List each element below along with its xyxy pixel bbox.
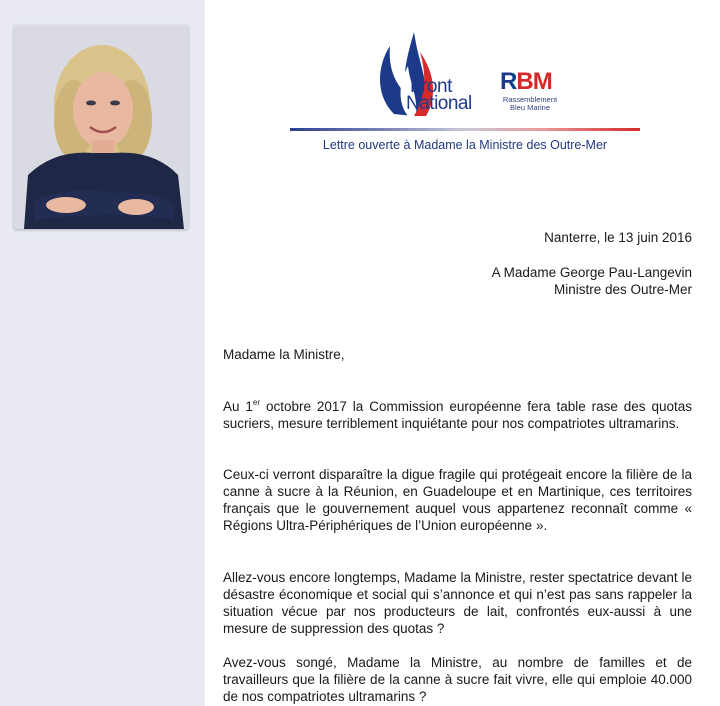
- rbm-letter-b: B: [516, 68, 533, 95]
- paragraph-2: Ceux-ci verront disparaître la digue fragile qui protégeait encore la filière de la canne à sucre à la Réunion, en Guadeloupe et en Martinique, ces territoires français que le gouvernement auquel vous appartenez reconnaît comme « Régions Ultra-Périphériques de l’Union européenne ».: [223, 467, 692, 533]
- rbm-sub-line2: Bleu Marine: [509, 103, 551, 112]
- paragraph-4: Avez-vous songé, Madame la Ministre, au nombre de familles et de travailleurs que la filière de la canne à sucre fait vivre, elle qui emploie 40.000 de nos compatriotes ultramarins ?: [223, 655, 692, 704]
- rbm-sub-line1: Rassemblement: [502, 95, 558, 104]
- front-national-wordmark: [406, 78, 472, 112]
- rbm-logo: [500, 68, 552, 96]
- portrait-image: [14, 25, 188, 229]
- letter-subtitle: Lettre ouverte à Madame la Ministre des Outre-Mer: [322, 138, 608, 152]
- portrait-photo: [14, 25, 188, 229]
- fn-line2: National: [406, 93, 472, 114]
- p1-rest: octobre 2017 la Commission européenne fera table rase des quotas sucriers, mesure terriblement inquiétante pour nos compatriotes ultramarins.: [223, 399, 692, 431]
- paragraph-3: Allez-vous encore longtemps, Madame la Ministre, rester spectatrice devant le désastre économique et social qui s’annonce et qui n’est pas sans rappeler la situation vécue par nos producteurs de lait, confrontés eux-aussi à une mesure de suppression des quotas ?: [223, 570, 692, 636]
- rbm-letter-m: M: [532, 68, 552, 95]
- letter-date: Nanterre, le 13 juin 2016: [544, 230, 692, 245]
- fn-line1: Front: [410, 76, 452, 97]
- addressee-name: A Madame George Pau-Langevin: [491, 265, 692, 280]
- p1-start: Au 1: [223, 399, 253, 414]
- addressee-title: Ministre des Outre-Mer: [553, 282, 692, 297]
- header-logos: [290, 24, 640, 164]
- rbm-subtitle: [494, 96, 566, 112]
- rbm-letter-r: R: [500, 68, 517, 95]
- sidebar-panel: [0, 0, 205, 706]
- paragraph-1: [223, 398, 692, 432]
- p1-superscript: er: [252, 397, 261, 407]
- tricolor-divider: [290, 128, 640, 131]
- letter-salutation: Madame la Ministre,: [223, 347, 345, 362]
- letter-addressee: [492, 264, 692, 298]
